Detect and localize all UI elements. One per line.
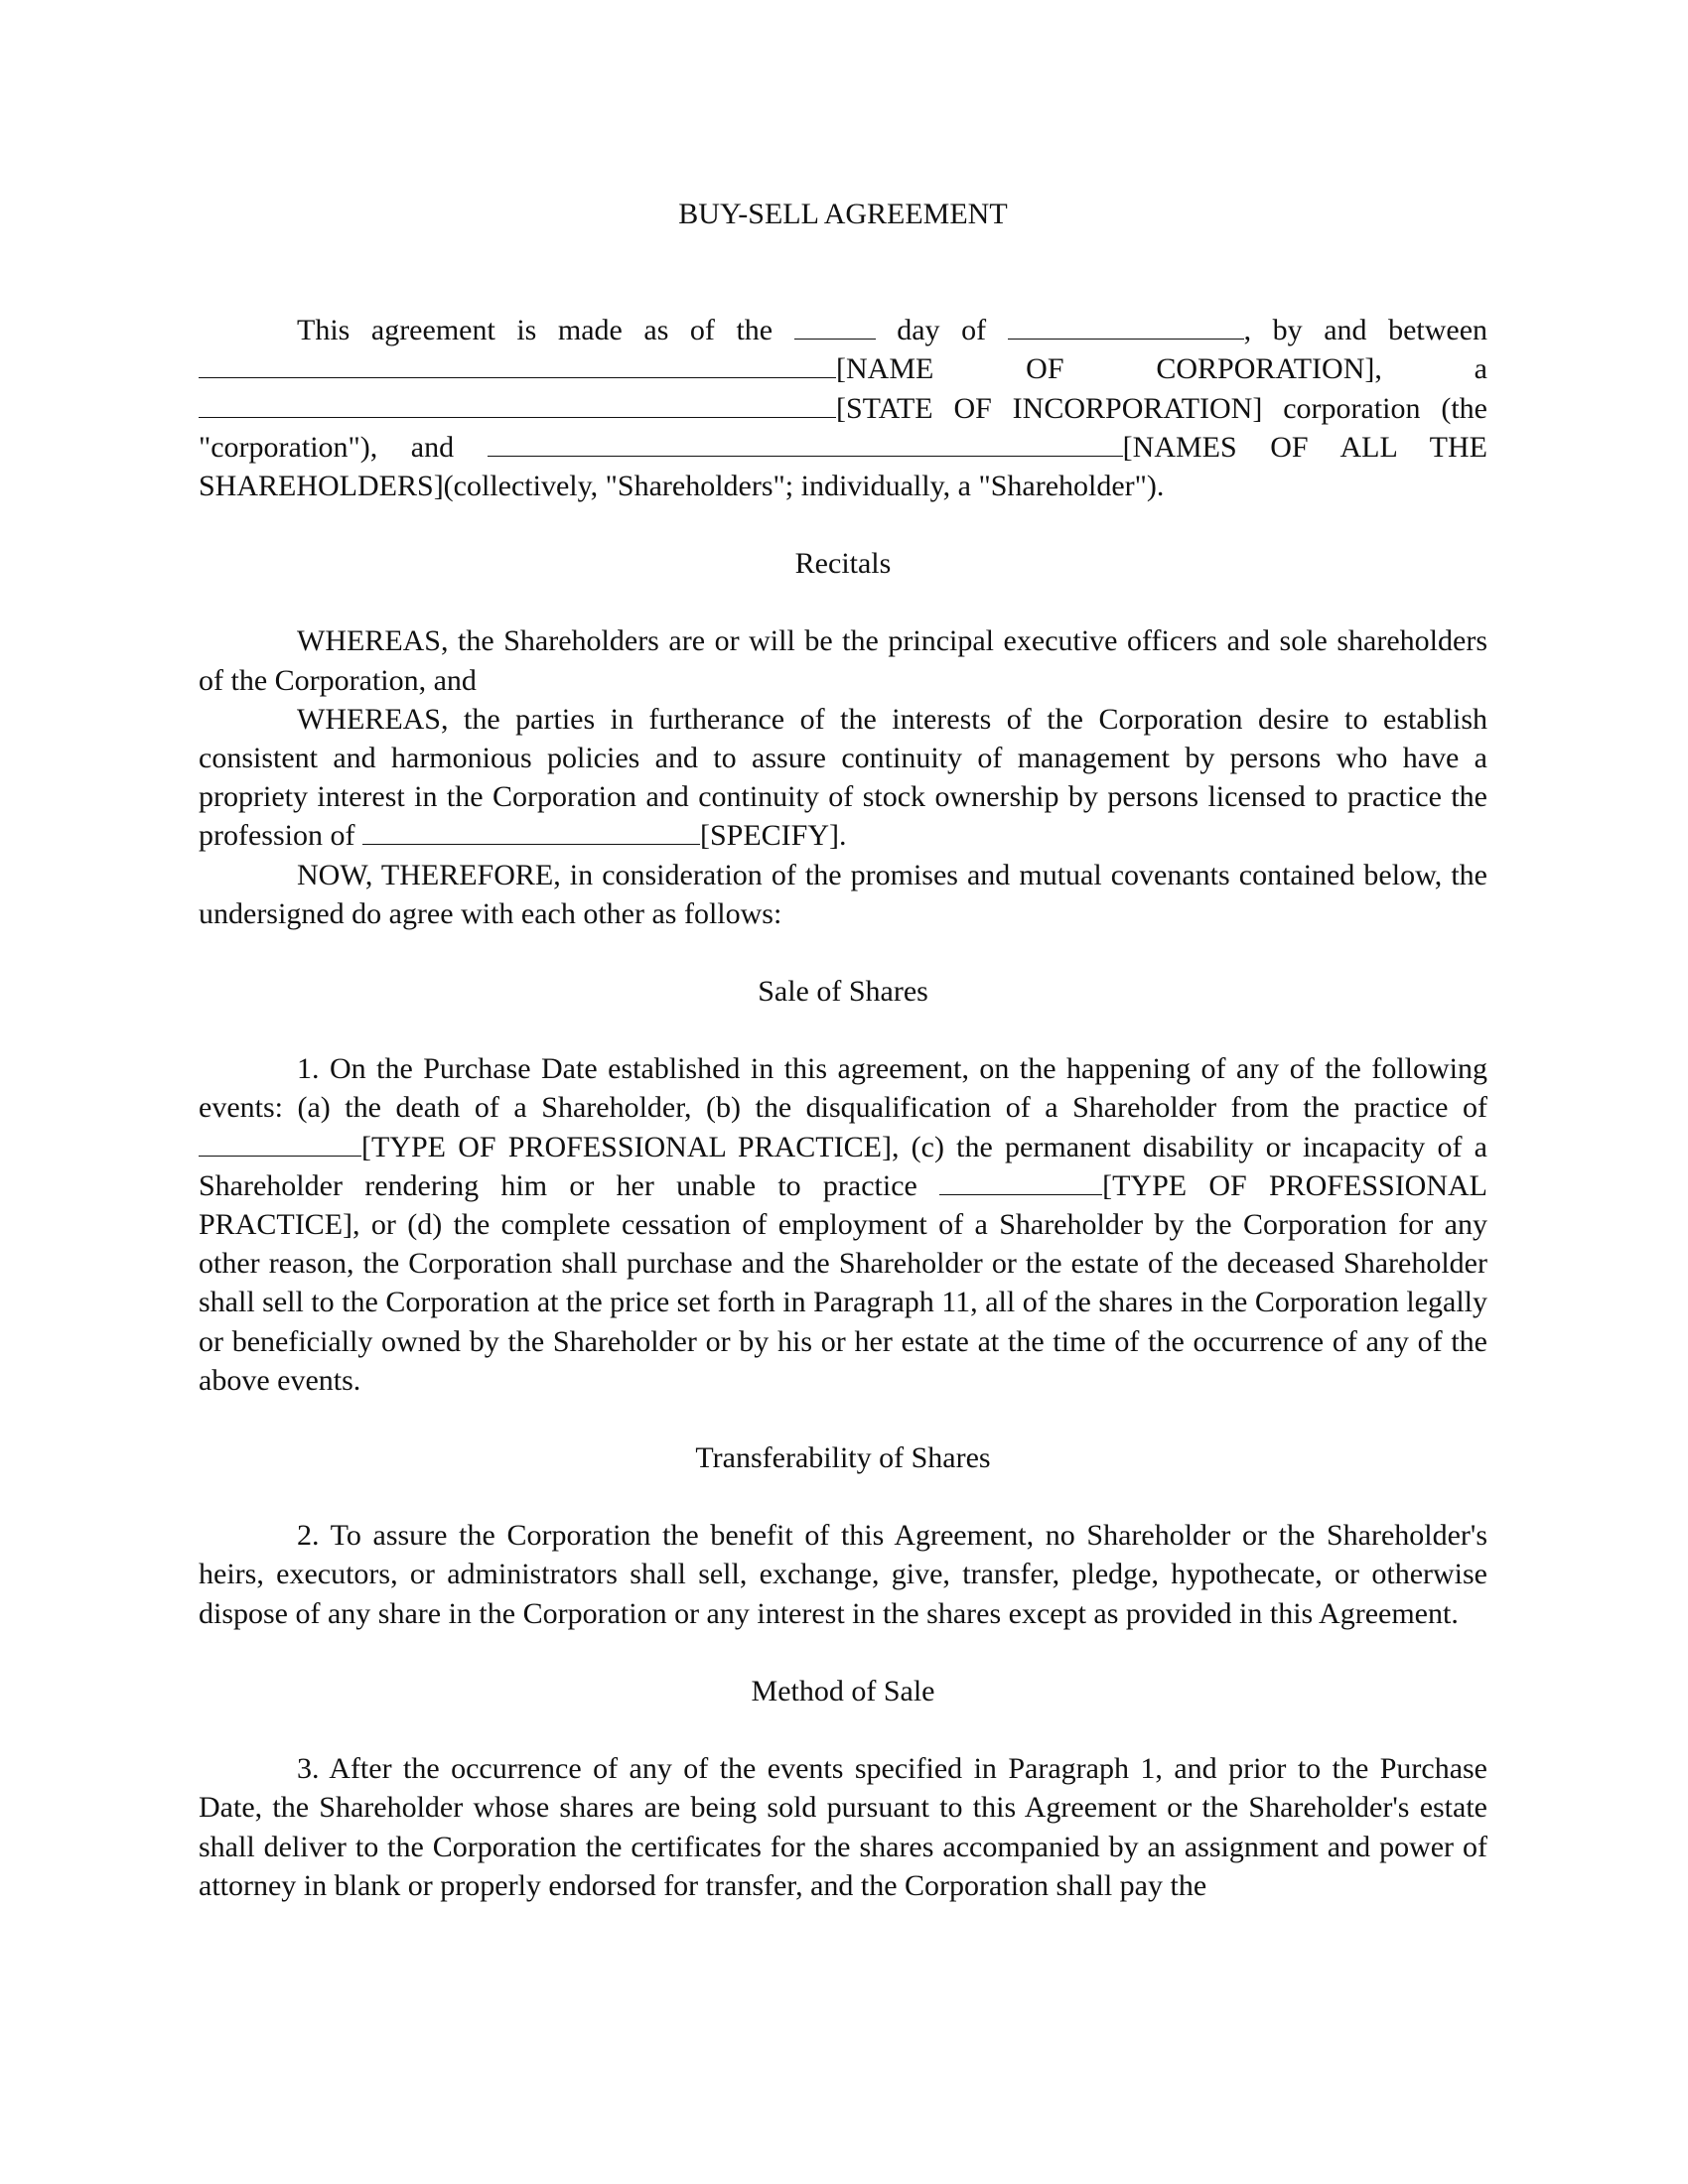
now-therefore-paragraph: NOW, THEREFORE, in consideration of the promises and mutual covenants contained below, the undersigned do agree with each other as follows: bbox=[199, 858, 1487, 930]
recitals-heading: Recitals bbox=[794, 547, 892, 581]
section-1-text-b: [TYPE OF PROFESSIONAL PRACTICE], (c) the permanent disability or incapacity of a Shareholder rendering him or her unable to practice bbox=[199, 1130, 1487, 1202]
practice-type-blank-1 bbox=[199, 1155, 361, 1157]
section-1-text-a: 1. On the Purchase Date established in this agreement, on the happening of any of the following events: (a) the death of a Shareholder, (b) the disqualification of a Shareholder from the practice of bbox=[199, 1052, 1487, 1125]
profession-blank bbox=[362, 843, 700, 845]
section-1-paragraph bbox=[199, 1049, 1487, 1400]
intro-text-day-of: day of bbox=[897, 314, 987, 347]
document-body bbox=[199, 195, 1487, 1905]
section-1-text-c: [TYPE OF PROFESSIONAL PRACTICE], or (d) the complete cessation of employment of a Shareholder by the Corporation for any other reason, the Corporation shall purchase and the Shareholder or the estate of the deceased Shareholder shall sell to the Corporation at the price set forth in Paragraph 11, all of the shares in the Corporation legally or beneficially owned by the Shareholder or by his or her estate at the time of the occurrence of any of the above events. bbox=[199, 1168, 1488, 1397]
transferability-heading: Transferability of Shares bbox=[695, 1441, 991, 1475]
shareholder-names-blank bbox=[488, 455, 1123, 457]
whereas-2-specify: [SPECIFY]. bbox=[699, 819, 847, 853]
intro-text-names-of-shareholders: [NAMES OF ALL THE SHAREHOLDERS](collectively, "Shareholders"; individually, a "Shareholder"). bbox=[199, 430, 1487, 503]
section-2-paragraph: 2. To assure the Corporation the benefit of this Agreement, no Shareholder or the Shareholder's heirs, executors, or administrators shall sell, exchange, give, transfer, pledge, hypothecate, or otherwise dispose of any share in the Corporation or any interest in the shares except as provided in this Agreement. bbox=[199, 1519, 1487, 1630]
month-blank bbox=[1008, 338, 1244, 340]
practice-type-blank-2 bbox=[939, 1193, 1102, 1195]
document-title: BUY-SELL AGREEMENT bbox=[678, 198, 1008, 230]
intro-text-name-of-corporation: [NAME OF CORPORATION], a bbox=[836, 352, 1487, 386]
intro-text-by-and-between: , by and between bbox=[1243, 314, 1488, 347]
day-blank bbox=[794, 338, 876, 340]
whereas-2-text: WHEREAS, the parties in furtherance of the interests of the Corporation desire to establish consistent and harmonious policies and to assure continuity of management by persons who have a propriety interest in the Corporation and continuity of stock ownership by persons licensed to practice the profession of bbox=[199, 702, 1487, 853]
intro-text-state-of-incorporation: [STATE OF INCORPORATION] corporation (the "corporation"), and bbox=[199, 391, 1487, 464]
method-of-sale-heading: Method of Sale bbox=[751, 1674, 935, 1707]
state-blank bbox=[199, 416, 836, 418]
intro-paragraph bbox=[199, 311, 1487, 505]
whereas-paragraph-1: WHEREAS, the Shareholders are or will be the principal executive officers and sole shareholders of the Corporation, and bbox=[199, 624, 1487, 697]
sale-of-shares-heading: Sale of Shares bbox=[758, 975, 928, 1009]
whereas-paragraph-2 bbox=[199, 700, 1487, 856]
intro-text-made-as-of: This agreement is made as of the bbox=[297, 314, 774, 347]
corporation-name-blank bbox=[199, 376, 836, 378]
section-3-paragraph: 3. After the occurrence of any of the events specified in Paragraph 1, and prior to the Purchase Date, the Shareholder whose shares are being sold pursuant to this Agreement or the Shareholder's estate shall deliver to the Corporation the certificates for the shares accompanied by an assignment and power of attorney in blank or properly endorsed for transfer, and the Corporation shall pay the bbox=[199, 1752, 1487, 1902]
